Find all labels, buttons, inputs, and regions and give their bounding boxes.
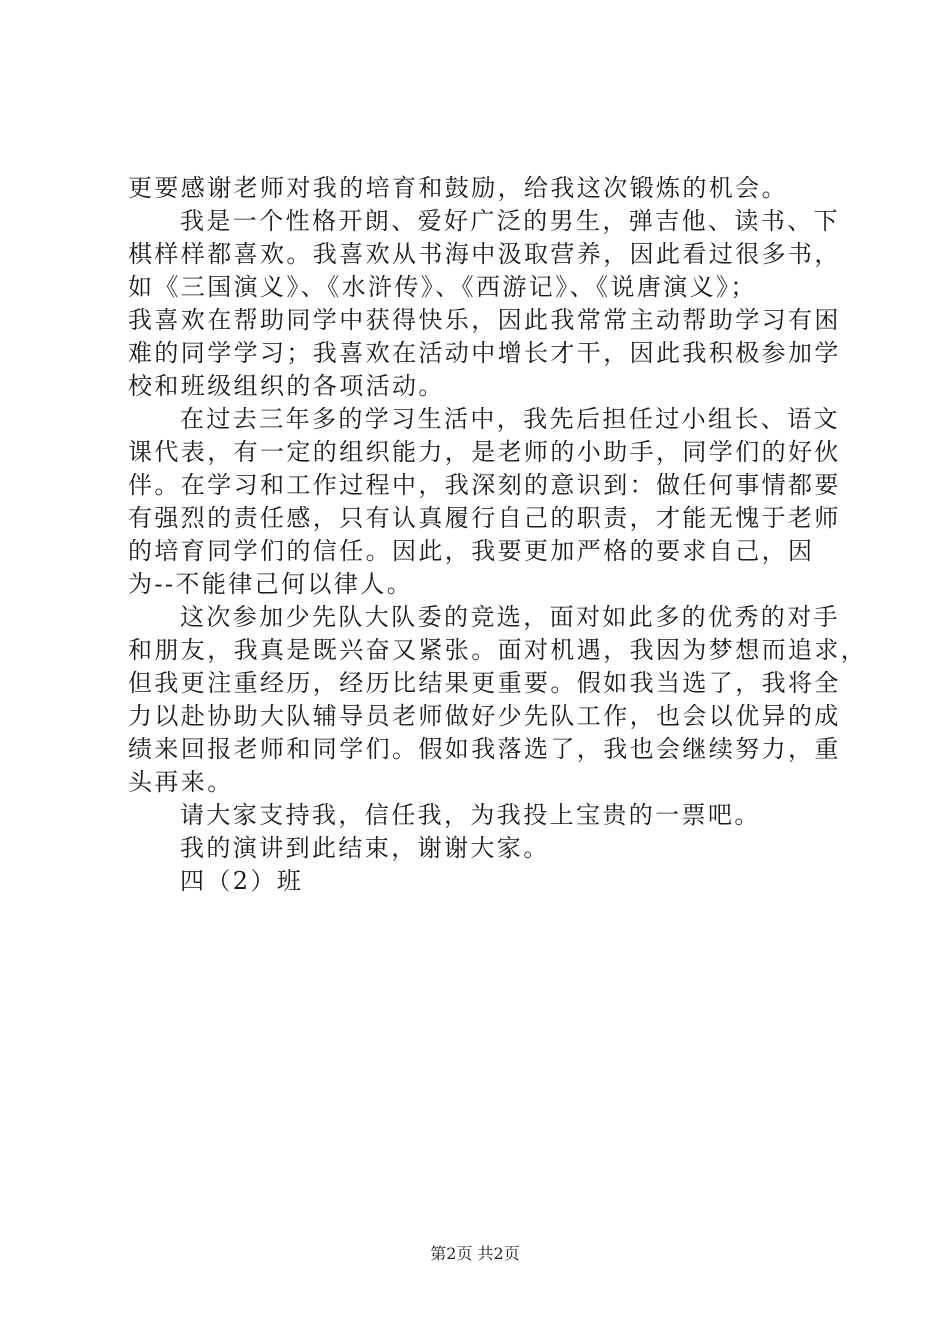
text-line: 难的同学学习；我喜欢在活动中增长才干，因此我积极参加学 — [128, 339, 841, 367]
text-line: 如《三国演义》、《水浒传》、《西游记》、《说唐演义》； — [128, 273, 757, 301]
text-line: 我喜欢在帮助同学中获得快乐，因此我常常主动帮助学习有困 — [128, 306, 841, 334]
text-line: 在过去三年多的学习生活中，我先后担任过小组长、语文 — [180, 405, 840, 433]
text-line: 四（2）班 — [180, 867, 304, 895]
text-line: 课代表，有一定的组织能力，是老师的小助手，同学们的好伙 — [128, 438, 841, 466]
text-line: 请大家支持我，信任我，为我投上宝贵的一票吧。 — [180, 801, 761, 829]
text-line: 力以赴协助大队辅导员老师做好少先队工作，也会以优异的成 — [128, 702, 841, 730]
document-body — [128, 172, 868, 898]
text-line: 棋样样都喜欢。我喜欢从书海中汲取营养，因此看过很多书， — [128, 240, 841, 268]
page-footer: 第2页 共2页 — [430, 1244, 520, 1263]
text-line: 为--不能律己何以律人。 — [128, 570, 414, 598]
text-line: 校和班级组织的各项活动。 — [128, 372, 445, 400]
text-line: 我是一个性格开朗、爱好广泛的男生，弹吉他、读书、下 — [180, 207, 840, 235]
text-line: 和朋友，我真是既兴奋又紧张。面对机遇，我因为梦想而追求， — [128, 636, 868, 664]
text-line: 这次参加少先队大队委的竞选，面对如此多的优秀的对手 — [180, 603, 840, 631]
text-line: 头再来。 — [128, 768, 234, 796]
text-line: 有强烈的责任感，只有认真履行自己的职责，才能无愧于老师 — [128, 504, 841, 532]
text-line: 我的演讲到此结束，谢谢大家。 — [180, 834, 550, 862]
text-line: 的培育同学们的信任。因此，我要更加严格的要求自己，因 — [128, 537, 815, 565]
text-line: 伴。在学习和工作过程中，我深刻的意识到：做任何事情都要 — [128, 471, 841, 499]
text-line: 但我更注重经历，经历比结果更重要。假如我当选了，我将全 — [128, 669, 841, 697]
text-line: 绩来回报老师和同学们。假如我落选了，我也会继续努力，重 — [128, 735, 841, 763]
text-line: 更要感谢老师对我的培育和鼓励，给我这次锻炼的机会。 — [128, 174, 788, 202]
